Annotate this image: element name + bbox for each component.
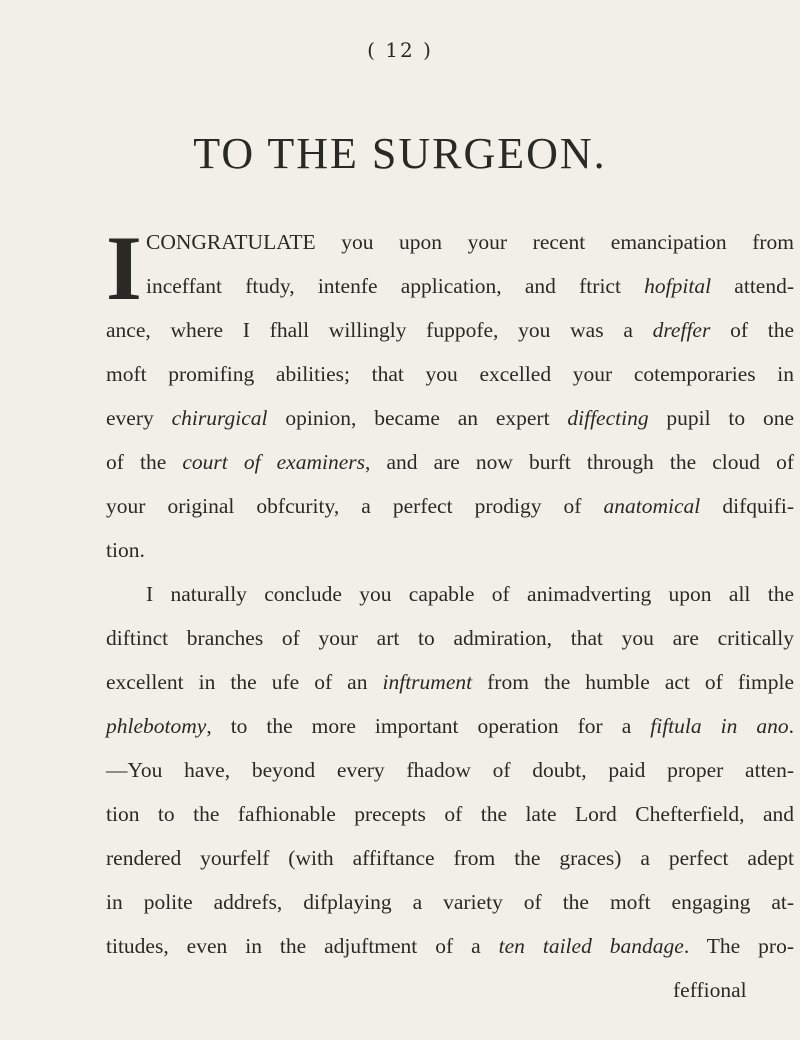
text-line: your original obfcurity, a perfect prodigy of anatomical difquifi-: [106, 494, 794, 518]
text-line: inceffant ftudy, intenfe application, and ftrict hofpital attend-: [146, 274, 794, 298]
text-line: —You have, beyond every fhadow of doubt, paid proper atten-: [106, 758, 794, 782]
text-line: CONGRATULATE you upon your recent emancipation from: [146, 230, 794, 254]
text-line: moft promifing abilities; that you excelled your cotemporaries in: [106, 362, 794, 386]
page-title: TO THE SURGEON.: [193, 129, 607, 178]
text-line: ance, where I fhall willingly fuppofe, you was a dreffer of the: [106, 318, 794, 342]
catchword: feffional: [673, 978, 747, 1002]
drop-cap: I: [106, 217, 142, 319]
text-line: tion.: [106, 538, 145, 562]
text-line: excellent in the ufe of an inftrument from the humble act of fimple: [106, 670, 794, 694]
text-line: in polite addrefs, difplaying a variety of the moft engaging at-: [106, 890, 794, 914]
text-line: of the court of examiners, and are now burft through the cloud of: [106, 450, 794, 474]
text-line: tion to the fafhionable precepts of the late Lord Chefterfield, and: [106, 802, 794, 826]
page-number: ( 12 ): [367, 38, 433, 62]
text-line: titudes, even in the adjuftment of a ten tailed bandage. The pro-: [106, 934, 794, 958]
text-line: every chirurgical opinion, became an expert diffecting pupil to one: [106, 406, 795, 430]
text-line: phlebotomy, to the more important operation for a fiftula in ano.: [106, 714, 794, 738]
text-line: diftinct branches of your art to admiration, that you are critically: [106, 626, 794, 650]
text-line: I naturally conclude you capable of animadverting upon all the: [146, 582, 794, 606]
text-line: rendered yourfelf (with affiftance from the graces) a perfect adept: [106, 846, 794, 870]
